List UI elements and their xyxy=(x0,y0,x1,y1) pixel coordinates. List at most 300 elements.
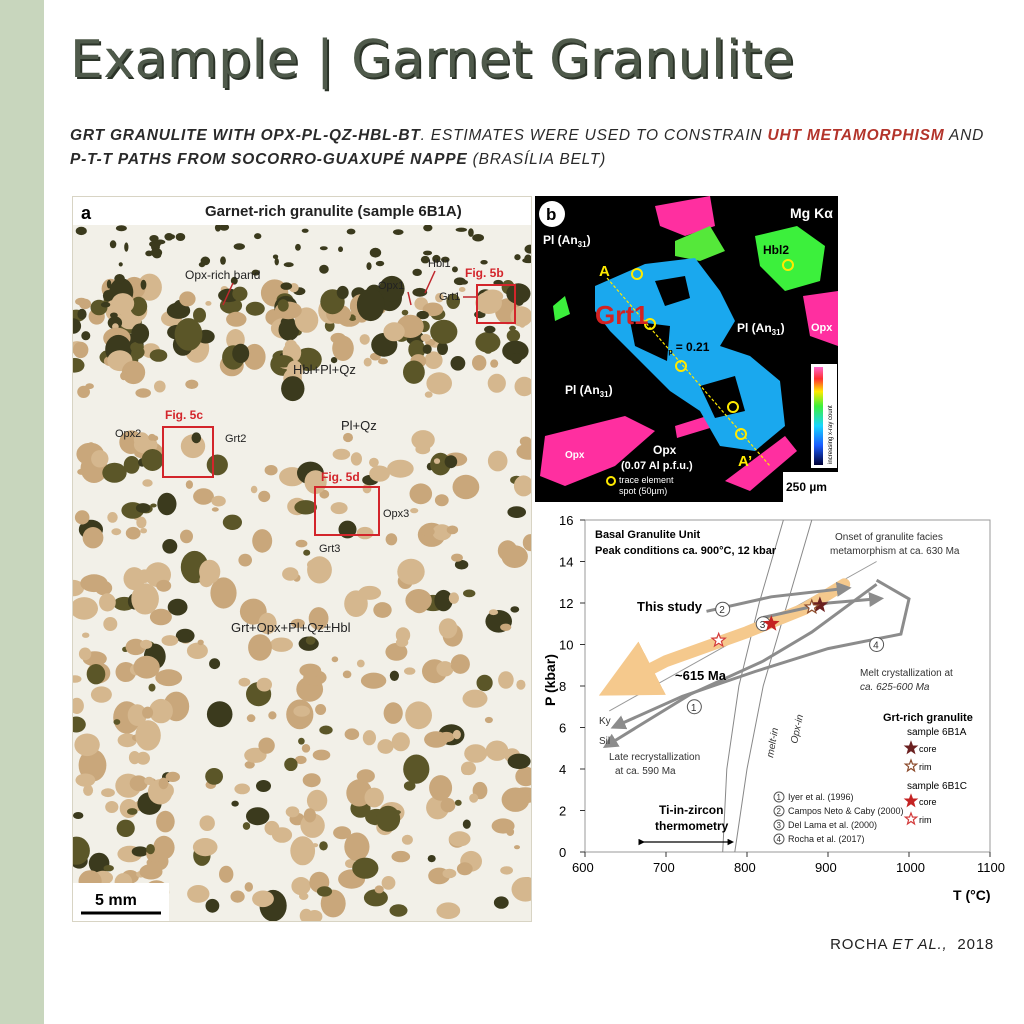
garnet-grain xyxy=(258,491,270,502)
opx-grain xyxy=(207,701,233,727)
opx-grain xyxy=(507,506,526,518)
garnet-grain xyxy=(498,671,514,689)
garnet-grain xyxy=(290,836,315,865)
garnet-grain xyxy=(180,530,193,544)
garnet-grain xyxy=(357,769,375,783)
garnet-grain xyxy=(443,869,457,879)
garnet-grain xyxy=(332,336,354,361)
garnet-grain xyxy=(520,437,531,447)
garnet-grain xyxy=(382,876,396,890)
garnet-grain xyxy=(257,678,272,692)
label-fig5b: Fig. 5b xyxy=(465,266,504,280)
garnet-grain xyxy=(73,342,88,358)
legend-core-a: core xyxy=(919,744,937,754)
garnet-grain xyxy=(129,751,140,764)
garnet-grain xyxy=(199,560,220,584)
label-opx-in: Opx-in xyxy=(789,713,807,745)
opx-grain xyxy=(275,258,279,266)
opx-grain xyxy=(281,376,304,401)
garnet-grain xyxy=(187,643,208,659)
opx-grain xyxy=(207,455,228,476)
garnet-grain xyxy=(226,312,246,327)
garnet-grain xyxy=(282,567,298,581)
opx-grain xyxy=(370,248,381,258)
garnet-grain xyxy=(76,774,96,787)
garnet-grain xyxy=(77,386,90,398)
opx-grain xyxy=(306,636,316,645)
credit-author: ROCHA xyxy=(830,936,893,953)
garnet-grain xyxy=(315,704,326,715)
panel-b-opx-label-left: Opx xyxy=(565,450,585,461)
y-tick-label: 14 xyxy=(559,554,574,570)
garnet-grain xyxy=(212,507,219,511)
garnet-grain xyxy=(265,465,278,475)
annotation-melt-1: Melt crystallization at xyxy=(860,668,953,679)
label-opx3: Opx3 xyxy=(383,508,410,520)
garnet-grain xyxy=(304,808,316,822)
opx-grain xyxy=(468,228,474,237)
garnet-grain xyxy=(140,864,163,879)
legend-core-c: core xyxy=(919,797,937,807)
opx-grain xyxy=(445,455,458,468)
opx-grain xyxy=(484,326,495,333)
garnet-grain xyxy=(270,638,293,652)
label-opx1: Opx1 xyxy=(378,280,405,292)
panel-b-trace-1: trace element xyxy=(619,475,674,485)
garnet-grain xyxy=(333,449,351,460)
opx-grain xyxy=(114,274,125,283)
opx-grain xyxy=(231,801,238,807)
opx-grain xyxy=(107,280,111,289)
opx-grain xyxy=(176,233,186,241)
garnet-grain xyxy=(77,469,85,475)
opx-grain xyxy=(480,260,487,265)
garnet-grain xyxy=(219,866,233,883)
garnet-grain xyxy=(231,891,245,903)
opx-grain xyxy=(463,820,471,829)
label-pl-qz: Pl+Qz xyxy=(341,418,377,433)
garnet-grain xyxy=(392,732,410,751)
pl-close: ) xyxy=(586,233,591,247)
garnet-grain xyxy=(126,527,141,540)
label-sil: Sil xyxy=(599,736,611,747)
garnet-grain xyxy=(404,667,415,674)
opx-grain xyxy=(347,229,356,235)
garnet-grain xyxy=(185,380,198,389)
pl-close: ) xyxy=(608,383,613,397)
garnet-grain xyxy=(469,794,478,803)
pl-close: ) xyxy=(780,321,785,335)
garnet-grain xyxy=(193,488,214,504)
opx-grain xyxy=(176,629,195,643)
garnet-grain xyxy=(142,707,153,719)
garnet-grain xyxy=(296,540,308,548)
panel-a-title: Garnet-rich granulite (sample 6B1A) xyxy=(205,203,462,220)
pt-diagram-svg xyxy=(535,508,1005,908)
colorbar-label: increasing x-ray count xyxy=(828,405,834,464)
panel-b-a-label: A xyxy=(599,263,610,280)
opx-grain xyxy=(205,768,223,785)
label-ky: Ky xyxy=(599,716,611,727)
opx-grain xyxy=(119,262,123,266)
opx-grain xyxy=(141,280,147,290)
x-axis-label: T (°C) xyxy=(953,887,991,903)
opx-grain xyxy=(295,244,301,251)
opx-grain xyxy=(390,904,408,916)
opx-grain xyxy=(514,254,520,260)
panel-b-element: Mg Kα xyxy=(790,205,833,221)
opx-grain xyxy=(494,896,509,908)
opx-grain xyxy=(477,675,493,691)
credit-line xyxy=(830,936,994,953)
opx-grain xyxy=(460,280,468,285)
garnet-grain xyxy=(434,458,440,464)
panel-b-hbl-label: Hbl2 xyxy=(763,243,790,257)
garnet-grain xyxy=(343,671,352,679)
garnet-grain xyxy=(148,434,156,441)
opx-grain xyxy=(168,599,188,616)
garnet-grain xyxy=(405,701,432,729)
garnet-grain xyxy=(239,678,251,687)
pl-sub: 31 xyxy=(599,390,609,399)
garnet-grain xyxy=(79,648,91,661)
garnet-grain xyxy=(488,451,508,472)
garnet-grain xyxy=(80,574,107,592)
garnet-grain xyxy=(457,862,473,875)
opx-grain xyxy=(452,266,458,272)
garnet-grain xyxy=(268,711,276,719)
legend-sample-a: sample 6B1A xyxy=(907,727,967,738)
x-tick-label: 800 xyxy=(734,860,756,875)
garnet-grain xyxy=(166,772,180,782)
opx-grain xyxy=(145,251,152,257)
garnet-grain xyxy=(472,355,486,371)
opx-grain xyxy=(162,539,177,554)
garnet-grain xyxy=(410,508,418,513)
garnet-grain xyxy=(133,656,159,679)
panel-a-letter: a xyxy=(81,203,92,223)
garnet-grain xyxy=(162,635,179,646)
garnet-grain xyxy=(331,502,348,514)
xprp-x: X xyxy=(653,340,662,354)
garnet-grain xyxy=(107,512,117,523)
garnet-grain xyxy=(135,720,160,750)
diagram-header-1: Basal Granulite Unit xyxy=(595,529,701,541)
garnet-grain xyxy=(429,775,452,801)
opx-grain xyxy=(451,356,466,371)
slide-title: Example | Garnet Granulite xyxy=(70,30,795,90)
pl-sub: 31 xyxy=(771,328,781,337)
pl-text: Pl (An xyxy=(565,383,600,397)
opx-grain xyxy=(352,858,378,879)
garnet-grain xyxy=(364,358,372,367)
annotation-this-study: This study xyxy=(637,599,703,614)
garnet-grain xyxy=(238,554,252,567)
garnet-grain xyxy=(286,806,300,817)
opx-grain xyxy=(455,800,462,806)
label-grt2: Grt2 xyxy=(225,433,247,445)
y-tick-label: 16 xyxy=(559,513,574,528)
garnet-grain xyxy=(365,788,384,808)
opx-grain xyxy=(170,234,175,239)
panel-b-scale: 250 µm xyxy=(786,480,827,494)
opx-grain xyxy=(127,808,138,815)
garnet-grain xyxy=(343,433,353,442)
garnet-grain xyxy=(516,680,525,690)
label-grt1: Grt1 xyxy=(439,291,461,303)
credit-year: 2018 xyxy=(957,936,994,953)
garnet-grain xyxy=(252,891,274,908)
garnet-grain xyxy=(234,784,250,795)
opx-grain xyxy=(394,810,401,814)
opx-grain xyxy=(508,754,531,769)
garnet-grain xyxy=(247,714,256,722)
garnet-grain xyxy=(205,301,211,306)
y-tick-label: 6 xyxy=(559,720,567,736)
garnet-grain xyxy=(453,475,480,499)
panel-a-svg xyxy=(73,197,531,921)
garnet-grain xyxy=(142,479,152,487)
garnet-grain xyxy=(83,527,104,548)
garnet-grain xyxy=(333,826,351,839)
opx-grain xyxy=(376,261,384,266)
garnet-grain xyxy=(345,728,360,740)
garnet-grain xyxy=(91,450,108,467)
panel-b-svg xyxy=(535,196,838,502)
garnet-grain xyxy=(426,372,452,394)
panel-b-opx-label-right: Opx xyxy=(811,322,833,334)
credit-etal: ET AL., xyxy=(892,936,948,953)
garnet-grain xyxy=(291,877,310,895)
garnet-grain xyxy=(111,293,134,314)
opx-grain xyxy=(463,590,475,598)
opx-grain xyxy=(284,758,297,771)
opx-grain xyxy=(206,899,220,913)
opx-grain xyxy=(246,302,265,316)
garnet-grain xyxy=(402,835,413,845)
panel-b-grt-label: Grt1 xyxy=(595,300,649,330)
subtitle-part5: P-T-T PATHS FROM SOCORRO-GUAXUPÉ NAPPE xyxy=(70,151,468,168)
subtitle-part2: . ESTIMATES WERE USED TO CONSTRAIN xyxy=(420,127,768,144)
x-tick-label: 600 xyxy=(572,860,594,875)
path-number: 1 xyxy=(690,702,697,714)
reference-text: Iyer et al. (1996) xyxy=(788,792,854,802)
opx-grain xyxy=(246,807,269,825)
garnet-grain xyxy=(506,828,514,836)
opx-grain xyxy=(223,515,242,530)
opx-grain xyxy=(102,463,126,483)
reference-number: 1 xyxy=(776,793,781,802)
annotation-age: ~615 Ma xyxy=(675,668,726,683)
label-opx2: Opx2 xyxy=(115,428,142,440)
garnet-grain xyxy=(186,480,193,489)
opx-grain xyxy=(116,225,127,231)
opx-grain xyxy=(73,812,83,819)
garnet-grain xyxy=(211,496,225,507)
opx-grain xyxy=(256,780,271,792)
garnet-grain xyxy=(405,589,431,612)
opx-grain xyxy=(515,297,524,306)
legend-rim-a: rim xyxy=(919,762,932,772)
opx-grain xyxy=(150,504,156,508)
garnet-grain xyxy=(258,738,274,754)
opx-grain xyxy=(393,229,404,235)
annotation-melt-2: ca. 625-600 Ma xyxy=(860,682,930,693)
opx-grain xyxy=(110,240,116,248)
garnet-grain xyxy=(500,624,511,631)
garnet-grain xyxy=(351,452,362,465)
side-accent-bar xyxy=(0,0,44,1024)
opx-grain xyxy=(77,309,86,320)
legend-title: Grt-rich granulite xyxy=(883,712,973,724)
garnet-grain xyxy=(312,843,318,847)
garnet-grain xyxy=(111,528,121,535)
x-tick-label: 700 xyxy=(653,860,675,875)
opx-grain xyxy=(130,342,144,352)
garnet-grain xyxy=(303,773,321,787)
garnet-grain xyxy=(373,602,391,618)
annotation-late-2: at ca. 590 Ma xyxy=(615,766,676,777)
label-melt-in: melt-in xyxy=(765,727,782,759)
opx-grain xyxy=(104,865,114,871)
opx-grain xyxy=(317,886,332,896)
garnet-grain xyxy=(422,527,435,536)
opx-grain xyxy=(294,500,317,514)
opx-grain xyxy=(131,323,149,343)
garnet-grain xyxy=(447,906,454,913)
opx-grain xyxy=(87,664,106,684)
opx-grain xyxy=(511,353,522,364)
opx-grain xyxy=(423,224,432,231)
opx-grain xyxy=(199,262,205,267)
garnet-grain xyxy=(251,486,258,494)
subtitle-part3: UHT METAMORPHISM xyxy=(767,127,945,144)
xprp-sub: Prp xyxy=(661,349,673,356)
y-tick-label: 2 xyxy=(559,803,567,819)
opx-grain xyxy=(412,269,421,276)
reference-number: 4 xyxy=(776,835,781,844)
opx-grain xyxy=(132,846,149,856)
garnet-grain xyxy=(369,458,379,467)
opx-grain xyxy=(403,755,429,784)
garnet-grain xyxy=(449,592,459,603)
garnet-grain xyxy=(378,358,388,364)
label-assemblage: Grt+Opx+Pl+Qz±Hbl xyxy=(231,620,351,635)
opx-grain xyxy=(192,432,202,443)
y-tick-label: 12 xyxy=(559,596,574,611)
garnet-grain xyxy=(74,734,99,757)
garnet-grain xyxy=(451,662,460,670)
garnet-grain xyxy=(410,483,433,504)
label-hbl-pl-qz: Hbl+Pl+Qz xyxy=(293,362,356,377)
garnet-grain xyxy=(421,334,431,342)
opx-grain xyxy=(153,253,162,259)
opx-grain xyxy=(423,251,432,256)
opx-grain xyxy=(298,738,305,745)
garnet-grain xyxy=(485,717,493,723)
label-opx-rich-band: Opx-rich band xyxy=(185,268,261,282)
garnet-grain xyxy=(313,750,331,761)
opx-grain xyxy=(114,719,121,725)
subtitle-part6: (BRASÍLIA BELT) xyxy=(467,151,607,168)
label-fig5d: Fig. 5d xyxy=(321,470,360,484)
garnet-grain xyxy=(502,545,528,568)
reference-number: 2 xyxy=(776,807,781,816)
garnet-grain xyxy=(91,686,112,702)
opx-grain xyxy=(472,234,484,242)
garnet-grain xyxy=(384,702,403,724)
garnet-grain xyxy=(200,815,215,831)
garnet-grain xyxy=(383,322,404,341)
legend-sample-c: sample 6B1C xyxy=(907,781,968,792)
garnet-grain xyxy=(358,586,381,600)
opx-grain xyxy=(403,361,425,384)
panel-b-letter: b xyxy=(546,205,557,224)
garnet-grain xyxy=(475,292,502,314)
pl-sub: 31 xyxy=(577,240,587,249)
opx-grain xyxy=(337,286,349,299)
garnet-grain xyxy=(252,529,272,553)
opx-grain xyxy=(319,726,332,735)
opx-grain xyxy=(402,310,409,316)
opx-grain xyxy=(103,290,113,301)
opx-grain xyxy=(142,449,164,471)
garnet-grain xyxy=(387,460,414,478)
y-axis-label: P (kbar) xyxy=(542,654,558,706)
garnet-grain xyxy=(519,320,525,327)
reference-text: Rocha et al. (2017) xyxy=(788,834,865,844)
garnet-grain xyxy=(375,885,384,893)
opx-grain xyxy=(320,246,328,250)
annotation-ti-1: Ti-in-zircon xyxy=(659,803,724,817)
garnet-grain xyxy=(439,732,455,742)
garnet-grain xyxy=(357,660,365,668)
opx-grain xyxy=(76,227,87,235)
panel-b-opx-label-center: Opx xyxy=(653,443,677,457)
opx-grain xyxy=(254,233,261,239)
slide-subtitle xyxy=(70,124,1000,172)
garnet-grain xyxy=(140,528,147,533)
garnet-grain xyxy=(360,334,370,345)
label-hbl1: Hbl1 xyxy=(428,258,451,270)
legend-rim-c: rim xyxy=(919,815,932,825)
garnet-grain xyxy=(138,569,151,583)
opx-grain xyxy=(428,855,436,862)
garnet-grain xyxy=(461,762,476,776)
x-tick-label: 1100 xyxy=(977,860,1005,875)
opx-grain xyxy=(232,344,249,363)
opx-grain xyxy=(136,503,150,513)
garnet-grain xyxy=(131,583,159,614)
garnet-grain xyxy=(363,730,376,745)
opx-grain xyxy=(376,806,400,832)
panel-b-a-prime-label: A’ xyxy=(738,453,753,470)
opx-grain xyxy=(456,228,467,232)
garnet-grain xyxy=(179,291,195,306)
pl-text: Pl (An xyxy=(543,233,578,247)
opx-grain xyxy=(507,330,520,342)
garnet-grain xyxy=(514,845,520,849)
garnet-grain xyxy=(193,838,218,856)
opx-grain xyxy=(149,684,156,692)
opx-grain xyxy=(338,246,343,252)
garnet-grain xyxy=(245,882,253,892)
scale-bar-label: 5 mm xyxy=(95,892,137,909)
opx-grain xyxy=(146,844,155,854)
garnet-grain xyxy=(411,430,434,450)
reference-text: Campos Neto & Caby (2000) xyxy=(788,806,904,816)
pl-text: Pl (An xyxy=(737,321,772,335)
